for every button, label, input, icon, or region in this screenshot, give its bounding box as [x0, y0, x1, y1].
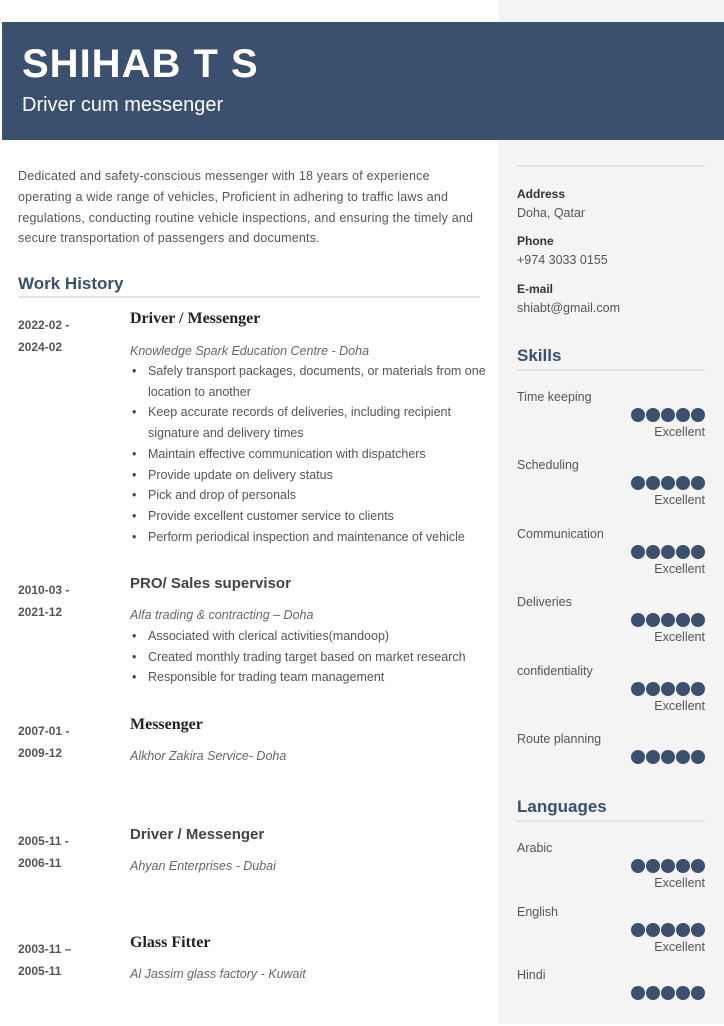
- skill-name: Communication: [517, 526, 604, 541]
- job-title: Driver / Messenger: [130, 826, 265, 843]
- rating-dot: [661, 859, 675, 873]
- rating-dot: [646, 923, 660, 937]
- job-company: Alkhor Zakira Service- Doha: [130, 749, 287, 763]
- rating-dot: [661, 545, 675, 559]
- job-duty: • Associated with clerical activities(mandoop): [148, 626, 488, 647]
- job-end-date: 2005-11: [18, 964, 62, 978]
- job-dates: [18, 720, 118, 764]
- rating-dot: [631, 986, 645, 1000]
- skill-level: Excellent: [654, 493, 705, 508]
- language-item: [517, 903, 705, 963]
- skill-item: [517, 456, 705, 516]
- skill-item: [517, 662, 705, 722]
- skill-name: Route planning: [517, 732, 602, 746]
- job-duty: • Perform periodical inspection and maintenance of vehicle: [148, 527, 488, 548]
- language-name: Arabic: [517, 841, 553, 855]
- rating-dot: [646, 476, 660, 490]
- language-rating: [630, 859, 705, 875]
- rating-dot: [646, 545, 660, 559]
- rating-dot: [646, 682, 660, 696]
- job-end-date: 2009-12: [18, 746, 63, 760]
- professional-summary: Dedicated and safety-conscious messenger with 18 years of experience operating a wide range of vehicles, Proficient in adhering to traffic laws and regulations, conducting routine vehicle inspections, and ensuring the timely and secure transportation of passengers and documents.: [18, 169, 474, 246]
- work-history-divider: [18, 296, 480, 298]
- work-history-title: Work History: [18, 274, 124, 293]
- job-end-date: 2021-12: [18, 605, 63, 619]
- rating-dot: [631, 859, 645, 873]
- rating-dot: [646, 986, 660, 1000]
- job-dates: [18, 314, 118, 358]
- contact-divider: [517, 165, 705, 167]
- job-duty: • Safely transport packages, documents, or materials from one location to another: [148, 361, 488, 402]
- skill-rating: [630, 682, 705, 698]
- rating-dot: [661, 408, 675, 422]
- rating-dot: [631, 408, 645, 422]
- rating-dot: [661, 682, 675, 696]
- job-title: Messenger: [130, 716, 203, 733]
- job-company: Al Jassim glass factory - Kuwait: [130, 967, 306, 981]
- rating-dot: [661, 923, 675, 937]
- job-dates: [18, 938, 118, 982]
- rating-dot: [676, 859, 690, 873]
- job-duty: • Provide excellent customer service to clients: [148, 506, 488, 527]
- phone-value: +974 3033 0155: [517, 253, 608, 267]
- skill-name: confidentiality: [517, 663, 593, 678]
- rating-dot: [661, 986, 675, 1000]
- rating-dot: [661, 476, 675, 490]
- language-item: [517, 966, 705, 1026]
- job-title: Driver / Messenger: [130, 310, 261, 327]
- job-start-date: 2010-03 -: [18, 583, 70, 597]
- rating-dot: [691, 923, 705, 937]
- job-duty: • Responsible for trading team management: [148, 667, 488, 688]
- skill-level: Excellent: [654, 630, 705, 645]
- rating-dot: [631, 682, 645, 696]
- skills-title: Skills: [517, 346, 562, 365]
- skill-rating: [630, 545, 705, 561]
- rating-dot: [676, 476, 690, 490]
- contact-phone: [517, 232, 705, 270]
- rating-dot: [661, 750, 675, 764]
- rating-dot: [646, 408, 660, 422]
- rating-dot: [676, 682, 690, 696]
- job-dates: [18, 830, 118, 874]
- job-start-date: 2003-11 –: [18, 942, 72, 956]
- job-duty: • Created monthly trading target based on market research: [148, 647, 488, 668]
- languages-title: Languages: [517, 797, 607, 816]
- rating-dot: [676, 545, 690, 559]
- skill-name: Time keeping: [517, 390, 592, 404]
- rating-dot: [691, 545, 705, 559]
- rating-dot: [691, 408, 705, 422]
- skill-rating: [630, 750, 705, 766]
- candidate-name: SHIHAB T S: [22, 42, 259, 86]
- candidate-role: Driver cum messenger: [22, 94, 224, 116]
- skill-name: Deliveries: [517, 595, 572, 610]
- rating-dot: [676, 613, 690, 627]
- rating-dot: [691, 986, 705, 1000]
- skills-divider: [517, 369, 705, 371]
- skill-item: [517, 388, 705, 448]
- skill-level: Excellent: [654, 425, 705, 439]
- rating-dot: [691, 859, 705, 873]
- address-value: Doha, Qatar: [517, 206, 586, 220]
- skill-item: [517, 730, 705, 790]
- language-name: Hindi: [517, 968, 546, 983]
- job-duties: [130, 626, 488, 688]
- language-rating: [630, 923, 705, 939]
- rating-dot: [676, 986, 690, 1000]
- rating-dot: [661, 613, 675, 627]
- language-level: Excellent: [654, 876, 705, 890]
- contact-email: [517, 280, 705, 318]
- skill-rating: [630, 613, 705, 629]
- languages-divider: [517, 820, 705, 822]
- skill-item: [517, 525, 705, 585]
- job-company: Ahyan Enterprises - Dubai: [130, 859, 276, 873]
- rating-dot: [646, 750, 660, 764]
- job-duty: • Pick and drop of personals: [148, 485, 488, 506]
- job-duty: • Provide update on delivery status: [148, 465, 488, 486]
- rating-dot: [691, 613, 705, 627]
- email-label: E-mail: [517, 282, 554, 296]
- skill-rating: [630, 408, 705, 424]
- language-rating: [630, 986, 705, 1002]
- rating-dot: [691, 750, 705, 764]
- rating-dot: [691, 682, 705, 696]
- job-duty: • Keep accurate records of deliveries, including recipient signature and delivery times: [148, 402, 488, 443]
- resume-header: [2, 22, 724, 140]
- job-title: Glass Fitter: [130, 934, 211, 951]
- job-duties: [130, 361, 488, 547]
- contact-address: [517, 185, 705, 223]
- job-start-date: 2022-02 -: [18, 318, 70, 332]
- skill-name: Scheduling: [517, 458, 579, 473]
- rating-dot: [676, 750, 690, 764]
- skill-item: [517, 593, 705, 653]
- job-end-date: 2006-11: [18, 856, 62, 870]
- skill-level: Excellent: [654, 561, 705, 576]
- address-label: Address: [517, 187, 566, 201]
- job-duty: • Maintain effective communication with dispatchers: [148, 444, 488, 465]
- email-value: shiabt@gmail.com: [517, 301, 621, 315]
- skill-level: Excellent: [654, 698, 705, 713]
- rating-dot: [646, 859, 660, 873]
- rating-dot: [631, 613, 645, 627]
- job-start-date: 2005-11 -: [18, 834, 69, 848]
- language-level: Excellent: [654, 939, 705, 954]
- skill-rating: [630, 476, 705, 492]
- job-end-date: 2024-02: [18, 340, 63, 354]
- rating-dot: [676, 408, 690, 422]
- rating-dot: [631, 923, 645, 937]
- job-dates: [18, 579, 118, 623]
- phone-label: Phone: [517, 234, 554, 248]
- language-item: [517, 839, 705, 899]
- rating-dot: [646, 613, 660, 627]
- job-start-date: 2007-01 -: [18, 724, 70, 738]
- job-company: Knowledge Spark Education Centre - Doha: [130, 344, 370, 358]
- rating-dot: [631, 476, 645, 490]
- rating-dot: [691, 476, 705, 490]
- job-company: Alfa trading & contracting – Doha: [130, 608, 314, 622]
- language-name: English: [517, 904, 558, 919]
- rating-dot: [676, 923, 690, 937]
- rating-dot: [631, 750, 645, 764]
- job-title: PRO/ Sales supervisor: [130, 575, 291, 592]
- rating-dot: [631, 545, 645, 559]
